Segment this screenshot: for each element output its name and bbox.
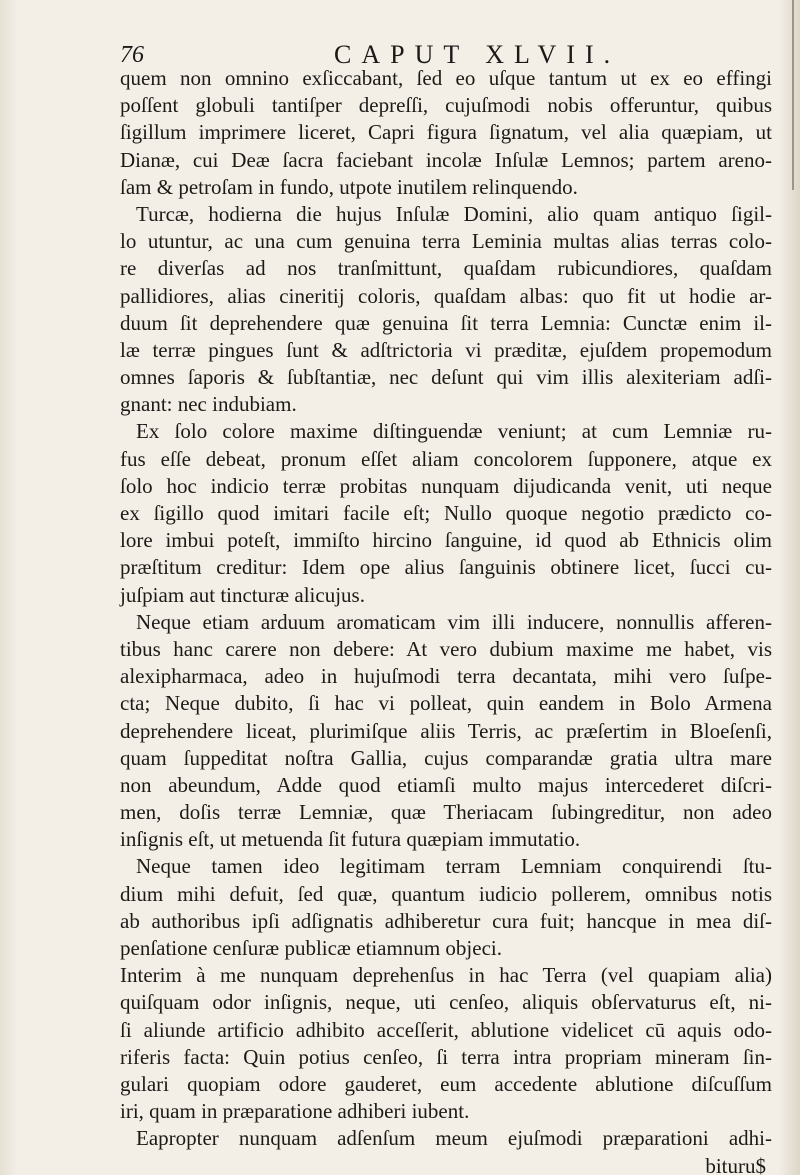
- text-line: ſolo hoc indicio terræ probitas nunquam dijudicanda venit, uti neque: [120, 473, 772, 498]
- text-line: poſſent globuli tantiſper depreſſi, cujuſmodi nobis offeruntur, quibus: [120, 93, 772, 118]
- text-line: ſigillum imprimere liceret, Capri figura ſignatum, vel alia quæpiam, ut: [120, 120, 772, 145]
- text-line: omnes ſaporis & ſubſtantiæ, nec deſunt qui vim illis alexiteriam adſi-: [120, 365, 772, 390]
- text-line: læ terræ pingues ſunt & adſtrictoria vi præditæ, ejuſdem propemodum: [120, 337, 772, 362]
- text-line: fus eſſe debeat, pronum eſſet aliam concolorem ſupponere, atque ex: [120, 446, 772, 471]
- text-line: inſignis eſt, ut metuenda ſit futura quæpiam immutatio.: [120, 827, 581, 852]
- text-line: gnant: nec indubiam.: [120, 392, 297, 417]
- text-line: juſpiam aut tincturæ alicujus.: [120, 582, 365, 607]
- text-line: lo utuntur, ac una cum genuina terra Leminia multas alias terras colo-: [120, 229, 772, 254]
- page-number: 76: [120, 42, 144, 68]
- text-line: re diverſas ad nos tranſmittunt, quaſdam rubicundiores, quaſdam: [120, 256, 772, 281]
- text-line: dium mihi defuit, ſed quæ, quantum iudicio pollerem, omnibus notis: [120, 881, 772, 906]
- text-line: penſatione cenſuræ publicæ etiamnum objeci.: [120, 936, 502, 960]
- text-line: Dianæ, cui Deæ ſacra faciebant incolæ Inſulæ Lemnos; partem areno-: [120, 147, 772, 172]
- text-line: gulari quopiam odore gauderet, eum accedente ablutione diſcuſſum: [120, 1071, 772, 1096]
- text-line: Eapropter nunquam adſenſum meum ejuſmodi præparationi adhi-: [136, 1126, 772, 1151]
- text-line: iri, quam in præparatione adhiberi iubent.: [120, 1099, 470, 1124]
- text-line: deprehendere liceat, plurimiſque aliis Terris, ac præſertim in Bloeſenſi,: [120, 718, 772, 743]
- text-line: præſtitum creditur: Idem ope alius ſanguinis obtinere licet, ſucci cu-: [120, 555, 772, 580]
- text-line: Neque etiam arduum aromaticam vim illi inducere, nonnullis afferen-: [136, 609, 772, 634]
- text-line: ex ſigillo quod imitari facile eſt; Nullo quoque negotio prædicto co-: [120, 501, 772, 525]
- text-line: Neque tamen ideo legitimam terram Lemniam conquirendi ſtu-: [136, 854, 772, 879]
- text-line: non abeundum, Adde quod etiamſi multo majus intercederet diſcri-: [120, 772, 772, 797]
- text-line: Turcæ, hodierna die hujus Inſulæ Domini, alio quam antiquo ſigil-: [136, 201, 772, 226]
- text-line: cta; Neque dubito, ſi hac vi polleat, quin eandem in Bolo Armena: [120, 691, 772, 716]
- text-line: ſi aliunde artificio adhibito acceſſerit, ablutione videlicet cū aquis odo-: [120, 1017, 772, 1042]
- catchword: bituru$: [705, 1153, 766, 1175]
- page-left-edge-shadow: [0, 0, 18, 1175]
- text-line: men, doſis terræ Lemniæ, quæ Theriacam ſubingreditur, non adeo: [120, 800, 772, 825]
- running-head: CAPUT XLVII.: [334, 40, 621, 69]
- text-line: quem non omnino exſiccabant, ſed eo uſque tantum ut ex eo effingi: [120, 66, 772, 90]
- text-line: alexipharmaca, adeo in hujuſmodi terra decantata, mihi vero ſuſpe-: [120, 664, 772, 689]
- text-line: Interim à me nunquam deprehenſus in hac Terra (vel quapiam alia): [120, 963, 772, 988]
- page-right-edge-line: [792, 0, 794, 190]
- page-header: [120, 30, 760, 70]
- text-line: tibus hanc carere non debere: At vero dubium maxime me habet, vis: [120, 636, 772, 661]
- page-right-edge-shadow: [778, 0, 800, 1175]
- body-text: [120, 65, 772, 1175]
- text-line: Ex ſolo colore maxime diſtinguendæ veniunt; at cum Lemniæ ru-: [136, 419, 772, 444]
- text-line: ab authoribus ipſi adſignatis adhiberetur cura fuit; hancque in mea diſ-: [120, 908, 772, 933]
- text-line: lore imbui poteſt, immiſto hircino ſanguine, id quod ab Ethnicis olim: [120, 528, 772, 553]
- text-line: riferis facta: Quin potius cenſeo, ſi terra intra propriam mineram ſin-: [120, 1044, 772, 1069]
- text-line: pallidiores, alias cineritij coloris, quaſdam albas: quo fit ut hodie ar-: [120, 283, 772, 308]
- text-line: duum ſit deprehendere quæ genuina ſit terra Lemnia: Cunctæ enim il-: [120, 310, 772, 335]
- text-line: ſam & petroſam in fundo, utpote inutilem relinquendo.: [120, 174, 578, 199]
- text-line: quam ſuppeditat noſtra Gallia, cujus comparandæ gratia ultra mare: [120, 745, 772, 770]
- text-line: quiſquam odor inſignis, neque, uti cenſeo, aliquis obſervaturus eſt, ni-: [120, 990, 772, 1015]
